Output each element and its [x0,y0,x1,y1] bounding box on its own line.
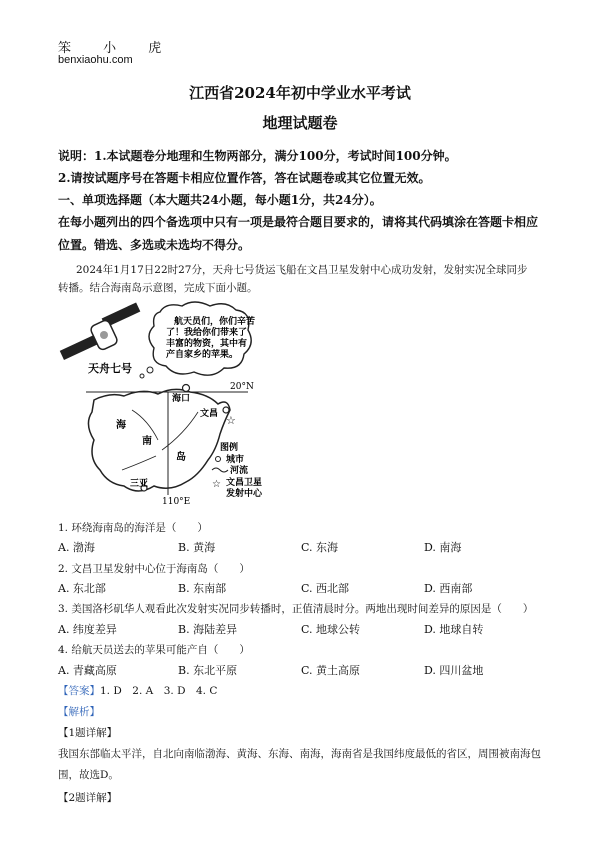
bubble-line-3: 丰富的物资，其中有 [166,339,248,349]
section-heading: 一、单项选择题（本大题共24小题，每小题1分，共24分）。 [58,193,382,207]
wenchang-city-marker [223,407,229,413]
island-name-3: 岛 [176,452,186,463]
launch-center-star-icon: ☆ [226,414,236,427]
q2-option-b[interactable]: B. 东南部 [178,582,227,595]
instruction-1: 说明：1.本试题卷分地理和生物两部分，满分100分，考试时间100分钟。 [58,149,457,163]
analysis-tag: 【解析】 [58,706,100,718]
answer-line [58,683,217,698]
q3-option-b[interactable]: B. 海陆差异 [178,623,238,636]
q2-option-a[interactable]: A. 东北部 [58,582,106,595]
answer-tag: 【答案】 [58,685,100,697]
exam-title: 江西省2024年初中学业水平考试 [189,84,411,102]
legend-city-label: 城市 [226,455,245,465]
bubble-line-4: 产自家乡的苹果。 [166,350,239,360]
legend-star-icon: ☆ [212,479,221,490]
haikou-city-marker [183,385,190,392]
question-2-options [58,580,538,596]
bubble-line-2: 了！我给你们带来了 [166,328,248,338]
detail-1-line-2: 围，故选D。 [58,769,119,781]
hainan-map-figure [58,300,298,515]
island-name-1: 海 [116,420,126,431]
sanya-label: 三亚 [130,479,149,489]
question-1-options [58,539,538,555]
section-directions-1: 在每小题列出的四个备选项中只有一项是最符合题目要求的，请将其代码填涂在答题卡相应 [58,215,539,229]
island-name-2: 南 [142,436,152,447]
detail-1-tag: 【1题详解】 [58,727,118,739]
legend-river-icon [212,468,228,472]
island-outline [88,389,230,491]
latitude-label: 20°N [230,382,254,392]
q2-option-d[interactable]: D. 西南部 [424,582,473,595]
river-2 [162,412,198,450]
passage-line-1: 2024年1月17日22时27分，天舟七号货运飞船在文昌卫星发射中心成功发射，发射实况全球同步 [76,264,528,276]
instruction-2: 2.请按试题序号在答题卡相应位置作答，答在试题卷或其它位置无效。 [58,171,431,185]
q4-option-b[interactable]: B. 东北平原 [178,664,238,677]
q1-option-d[interactable]: D. 南海 [424,541,462,554]
q1-option-c[interactable]: C. 东海 [301,541,339,554]
legend-title: 图例 [220,443,239,453]
hainan-map-svg [58,300,298,515]
longitude-label: 110°E [162,497,191,507]
legend-city-icon [216,457,221,462]
q3-option-a[interactable]: A. 纬度差异 [58,623,117,636]
spacecraft-illustration [60,302,141,360]
question-4-stem: 4. 给航天员送去的苹果可能产自（ ） [58,644,250,656]
river-3 [122,456,156,470]
wenchang-label: 文昌 [200,409,219,419]
q1-option-a[interactable]: A. 渤海 [58,541,95,554]
exam-subtitle: 地理试题卷 [262,114,338,132]
spacecraft-label: 天舟七号 [88,362,132,375]
passage-line-2: 转播。结合海南岛示意图，完成下面小题。 [58,282,258,294]
haikou-label: 海口 [172,394,191,404]
bubble-line-1: 航天员们，你们辛苦 [174,317,256,327]
legend-river-label: 河流 [230,466,249,476]
q4-option-c[interactable]: C. 黄土高原 [301,664,361,677]
detail-2-tag: 【2题详解】 [58,792,118,804]
legend-center-label-1: 文昌卫星 [226,478,263,488]
detail-1-line-1: 我国东部临太平洋，自北向南临渤海、黄海、东海、南海，海南省是我国纬度最低的省区，周围被南海包 [58,748,541,760]
q1-option-b[interactable]: B. 黄海 [178,541,216,554]
question-3-options [58,621,538,637]
brand-name: 笨 小 虎 [58,41,176,56]
q4-option-d[interactable]: D. 四川盆地 [424,664,484,677]
q4-option-a[interactable]: A. 青藏高原 [58,664,117,677]
q3-option-c[interactable]: C. 地球公转 [301,623,361,636]
question-1-stem: 1. 环绕海南岛的海洋是（ ） [58,522,208,534]
question-2-stem: 2. 文昌卫星发射中心位于海南岛（ ） [58,563,250,575]
section-directions-2: 位置。错选、多选或未选均不得分。 [58,238,251,252]
q3-option-d[interactable]: D. 地球自转 [424,623,484,636]
q2-option-c[interactable]: C. 西北部 [301,582,350,595]
question-4-options [58,662,538,678]
site-url: benxiaohu.com [58,54,133,66]
answer-text: 1. D 2. A 3. D 4. C [100,685,218,697]
question-3-stem: 3. 美国洛杉矶华人观看此次发射实况同步转播时，正值清晨时分。两地出现时间差异的原因是（ ） [58,603,534,615]
legend-center-label-2: 发射中心 [226,489,263,499]
